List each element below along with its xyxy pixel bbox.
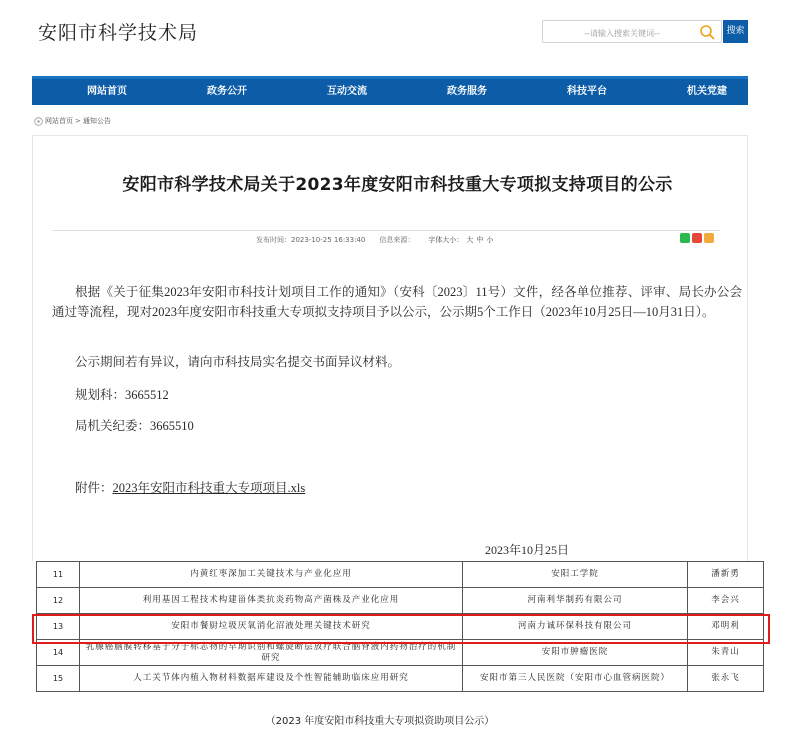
undertaking-unit: 安阳市肿瘤医院 — [463, 640, 688, 666]
search-box — [542, 20, 722, 43]
table-row — [37, 588, 764, 614]
font-size-small-button[interactable]: 小 — [486, 236, 494, 244]
meta-divider — [52, 230, 720, 231]
attachment-link[interactable]: 2023年安阳市科技重大专项项目.xls — [112, 481, 306, 495]
project-name: 乳腺癌脑膜转移基于分子标志物的早期识别和螺旋断层放疗联合脑脊液内药物治疗的机制研究 — [80, 640, 463, 666]
contact-discipline: 局机关纪委：3665510 — [75, 419, 194, 433]
font-size-controls — [428, 235, 496, 245]
attachment-line — [75, 478, 305, 496]
main-nav — [32, 76, 748, 105]
info-source: 信息来源： — [379, 236, 415, 244]
project-leader: 朱青山 — [688, 640, 764, 666]
search-input[interactable] — [543, 23, 693, 44]
font-size-large-button[interactable]: 大 — [466, 236, 474, 244]
table-row — [37, 562, 764, 588]
publish-time: 发布时间：2023-10-25 16:33:40 — [256, 236, 366, 244]
project-name: 安阳市餐厨垃圾厌氧消化沼液处理关键技术研究 — [80, 614, 463, 640]
qzone-share-icon[interactable] — [704, 233, 714, 243]
home-icon — [34, 117, 43, 126]
wechat-share-icon[interactable] — [680, 233, 690, 243]
image-caption: （2023 年度安阳市科技重大专项拟资助项目公示） — [265, 716, 495, 727]
highlight-box — [32, 614, 770, 644]
nav-item-tech-platform[interactable]: 科技平台 — [567, 86, 607, 97]
article-title: 安阳市科学技术局关于2023年度安阳市科技重大专项拟支持项目的公示 — [122, 175, 673, 195]
nav-item-party[interactable]: 机关党建 — [687, 86, 727, 97]
article-panel — [32, 135, 748, 561]
nav-item-gov-service[interactable]: 政务服务 — [447, 86, 487, 97]
publish-date: 2023年10月25日 — [485, 543, 570, 557]
project-name: 内黄红枣深加工关键技术与产业化应用 — [80, 562, 463, 588]
undertaking-unit: 安阳市第三人民医院（安阳市心血管病医院） — [463, 666, 688, 692]
row-number: 11 — [37, 562, 80, 588]
share-buttons — [680, 233, 714, 243]
row-number: 13 — [37, 614, 80, 640]
row-number: 15 — [37, 666, 80, 692]
article-meta — [256, 235, 496, 245]
undertaking-unit: 安阳工学院 — [463, 562, 688, 588]
article-paragraph-1: 根据《关于征集2023年安阳市科技计划项目工作的通知》（安科〔2023〕11号）文件，经各单位推荐、评审、局长办公会通过等流程，现对2023年度安阳市科技重大专项拟支持项目予以公示，公示期5个工作日（2023年10月25日—10月31日）。 — [52, 285, 742, 319]
breadcrumb-separator: > — [75, 117, 81, 125]
breadcrumb-home-link[interactable]: 网站首页 — [45, 117, 73, 125]
font-size-label: 字体大小： — [428, 236, 464, 244]
project-leader: 邓明利 — [688, 614, 764, 640]
project-name: 利用基因工程技术构建甾体类抗炎药物高产菌株及产业化应用 — [80, 588, 463, 614]
search-button[interactable]: 搜索 — [723, 20, 748, 43]
undertaking-unit: 河南利华制药有限公司 — [463, 588, 688, 614]
contact-planning: 规划科：3665512 — [75, 388, 169, 402]
font-size-medium-button[interactable]: 中 — [476, 236, 484, 244]
project-leader: 李会兴 — [688, 588, 764, 614]
breadcrumb-current[interactable]: 通知公告 — [82, 117, 111, 125]
search-icon[interactable] — [699, 24, 715, 40]
project-leader: 潘新勇 — [688, 562, 764, 588]
project-name: 人工关节体内植入物材料数据库建设及个性智能辅助临床应用研究 — [80, 666, 463, 692]
nav-item-interaction[interactable]: 互动交流 — [327, 86, 367, 97]
nav-item-gov-open[interactable]: 政务公开 — [207, 86, 247, 97]
article-paragraph-2: 公示期间若有异议，请向市科技局实名提交书面异议材料。 — [75, 355, 401, 369]
weibo-share-icon[interactable] — [692, 233, 702, 243]
breadcrumb — [34, 114, 111, 128]
row-number: 14 — [37, 640, 80, 666]
site-title: 安阳市科学技术局 — [38, 22, 199, 44]
nav-item-home[interactable]: 网站首页 — [87, 86, 127, 97]
table-row — [37, 666, 764, 692]
attachment-label: 附件： — [75, 481, 113, 495]
row-number: 12 — [37, 588, 80, 614]
project-leader: 张永飞 — [688, 666, 764, 692]
undertaking-unit: 河南力诚环保科技有限公司 — [463, 614, 688, 640]
